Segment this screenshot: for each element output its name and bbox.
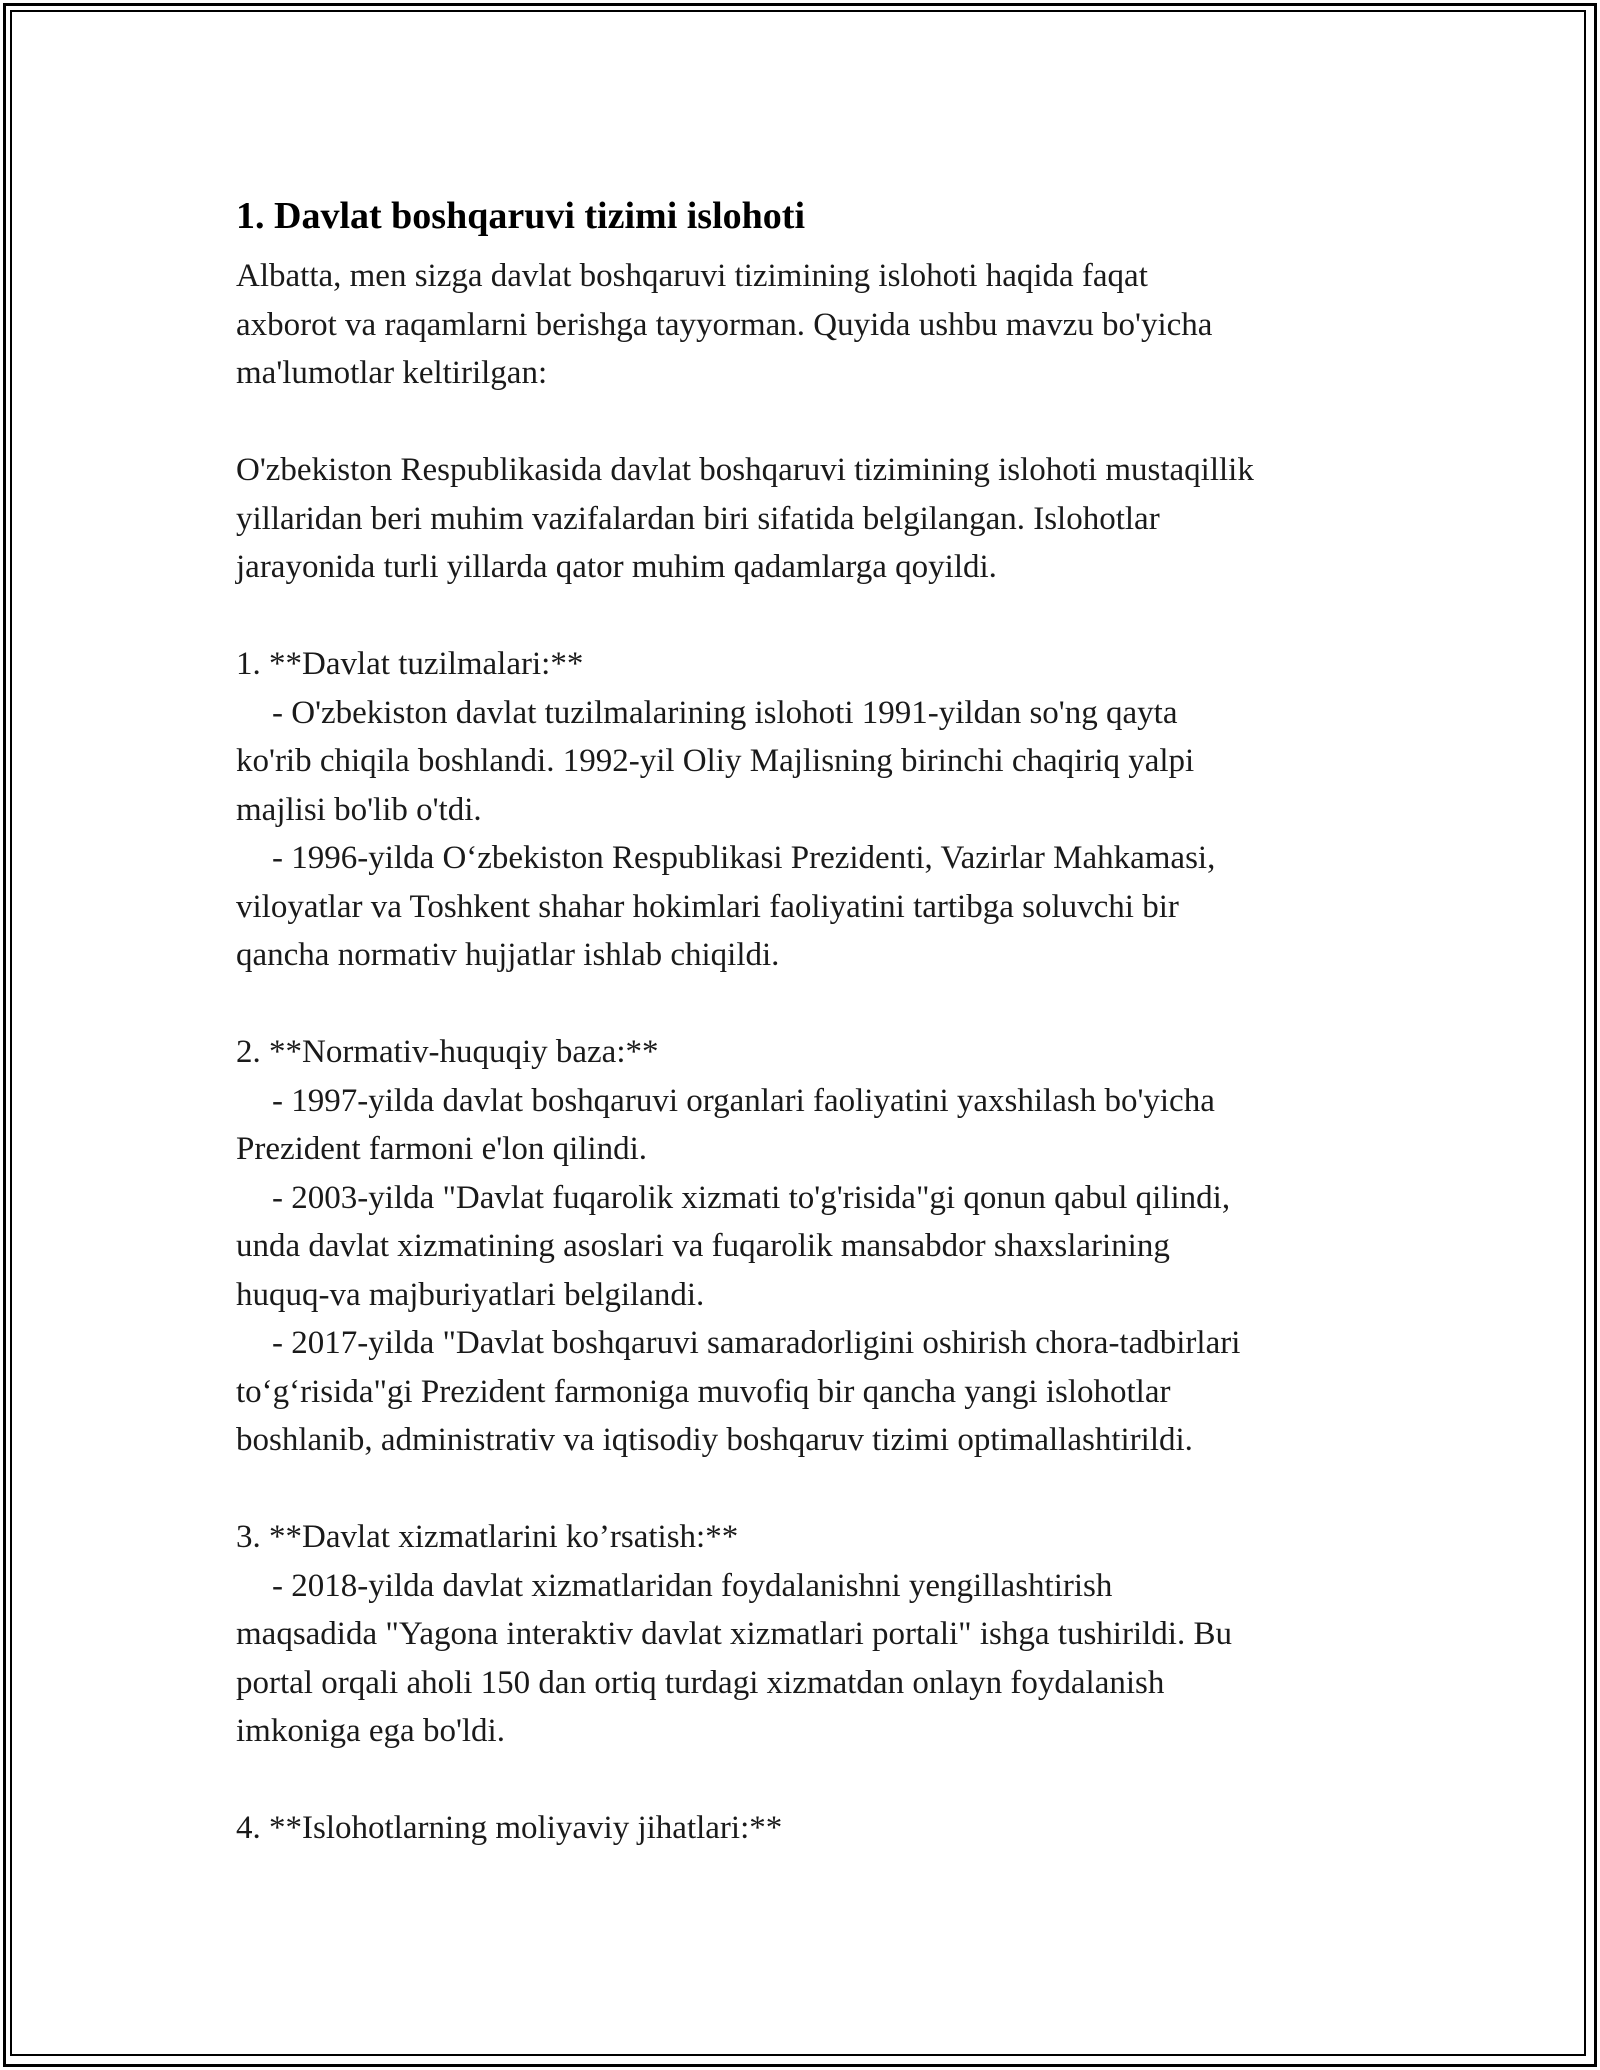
text-line: jarayonida turli yillarda qator muhim qadamlarga qoyildi.: [236, 549, 997, 585]
text-line: Prezident farmoni e'lon qilindi.: [236, 1131, 648, 1167]
section-financial-aspects: [236, 1804, 1416, 1853]
section-public-services: [236, 1513, 1416, 1756]
intro-paragraph: [236, 252, 1416, 398]
text-line: viloyatlar va Toshkent shahar hokimlari faoliyatini tartibga soluvchi bir: [236, 888, 1179, 925]
text-line: yillaridan beri muhim vazifalardan biri sifatida belgilangan. Islohotlar: [236, 500, 1160, 537]
blank-line: [236, 398, 1416, 447]
section-heading: 4. **Islohotlarning moliyaviy jihatlari:**: [236, 1810, 783, 1846]
blank-line: [236, 1465, 1416, 1514]
text-line: imkoniga ega bo'ldi.: [236, 1713, 505, 1749]
bullet-line: - O'zbekiston davlat tuzilmalarining islohoti 1991-yildan so'ng qayta: [272, 694, 1178, 731]
section-legal-base: [236, 1028, 1416, 1465]
text-line: portal orqali aholi 150 dan ortiq turdagi xizmatdan onlayn foydalanish: [236, 1664, 1165, 1701]
document-body: [236, 182, 1416, 1853]
text-line: to‘g‘risida"gi Prezident farmoniga muvofiq bir qancha yangi islohotlar: [236, 1373, 1171, 1410]
text-line: boshlanib, administrativ va iqtisodiy boshqaruv tizimi optimallashtirildi.: [236, 1422, 1193, 1458]
blank-line: [236, 592, 1416, 641]
bullet-line: - 2018-yilda davlat xizmatlaridan foydalanishni yengillashtirish: [272, 1567, 1113, 1604]
document-title: 1. Davlat boshqaruvi tizimi islohoti: [236, 195, 805, 237]
bullet-line: - 1996-yilda O‘zbekiston Respublikasi Prezidenti, Vazirlar Mahkamasi,: [272, 840, 1216, 876]
text-line: ma'lumotlar keltirilgan:: [236, 355, 548, 391]
context-paragraph: [236, 446, 1416, 592]
bullet-line: - 1997-yilda davlat boshqaruvi organlari faoliyatini yaxshilash bo'yicha: [272, 1082, 1215, 1119]
bullet-line: - 2017-yilda "Davlat boshqaruvi samaradorligini oshirish chora-tadbirlari: [272, 1325, 1241, 1361]
section-heading: 1. **Davlat tuzilmalari:**: [236, 646, 584, 682]
bullet-line: - 2003-yilda "Davlat fuqarolik xizmati to'g'risida"gi qonun qabul qilindi,: [272, 1179, 1231, 1216]
text-line: ko'rib chiqila boshlandi. 1992-yil Oliy Majlisning birinchi chaqiriq yalpi: [236, 743, 1195, 779]
section-heading: 2. **Normativ-huquqiy baza:**: [236, 1034, 659, 1070]
text-line: axborot va raqamlarni berishga tayyorman. Quyida ushbu mavzu bo'yicha: [236, 306, 1213, 343]
section-heading: 3. **Davlat xizmatlarini ko’rsatish:**: [236, 1519, 739, 1555]
text-line: huquq-va majburiyatlari belgilandi.: [236, 1276, 705, 1313]
text-line: qancha normativ hujjatlar ishlab chiqildi.: [236, 937, 780, 973]
text-line: unda davlat xizmatining asoslari va fuqarolik mansabdor shaxslarining: [236, 1228, 1170, 1264]
text-line: majlisi bo'lib o'tdi.: [236, 791, 482, 828]
section-state-structures: [236, 640, 1416, 980]
text-line: Albatta, men sizga davlat boshqaruvi tizimining islohoti haqida faqat: [236, 258, 1148, 294]
blank-line: [236, 1756, 1416, 1805]
blank-line: [236, 980, 1416, 1029]
text-line: O'zbekiston Respublikasida davlat boshqaruvi tizimining islohoti mustaqillik: [236, 452, 1254, 488]
text-line: maqsadida "Yagona interaktiv davlat xizmatlari portali" ishga tushirildi. Bu: [236, 1616, 1232, 1652]
